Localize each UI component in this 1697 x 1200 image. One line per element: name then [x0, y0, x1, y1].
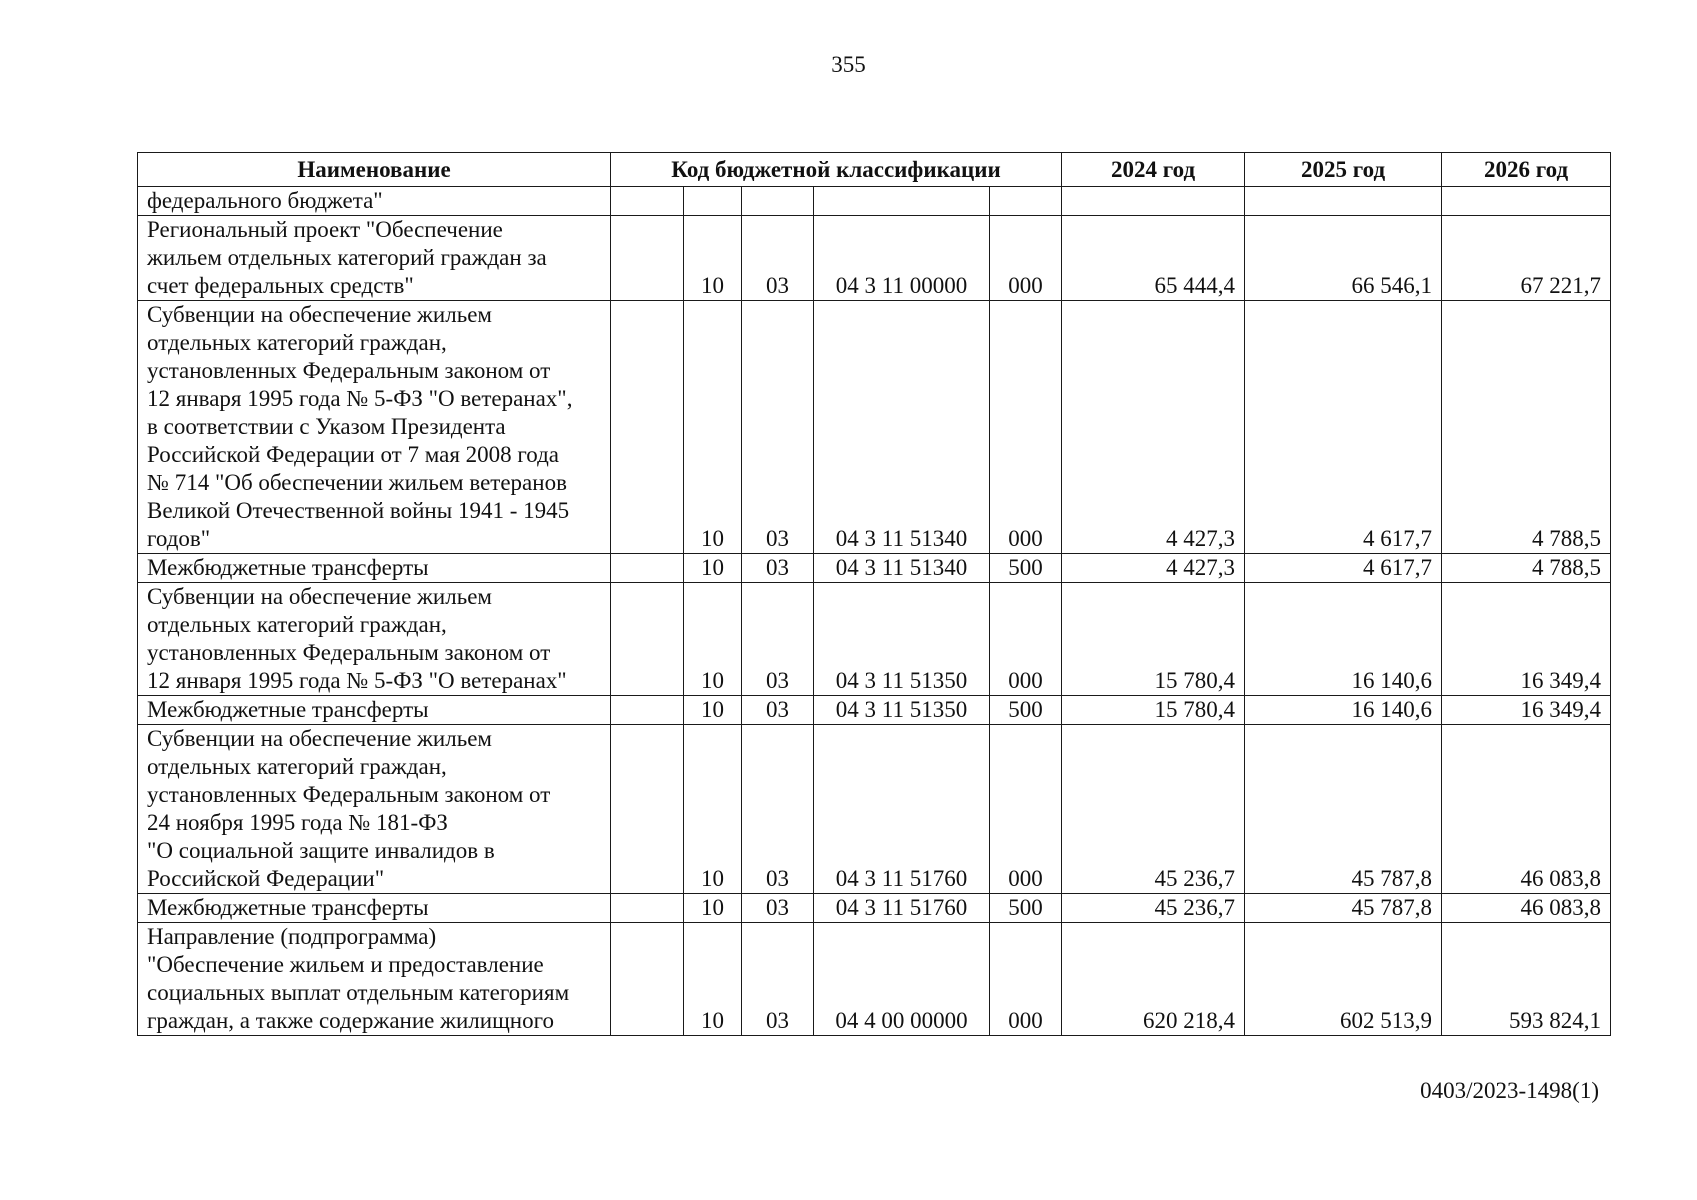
code-target-article: 04 3 11 51340 [814, 301, 990, 554]
code-section: 10 [684, 583, 742, 696]
row-name: Субвенции на обеспечение жильем отдельных категорий граждан, установленных Федеральным законом от 24 ноября 1995 года № 181-ФЗ "О социальной защите инвалидов в Российской Федерации" [138, 725, 611, 894]
table-row [138, 696, 1611, 725]
code-section: 10 [684, 696, 742, 725]
table-row [138, 923, 1611, 1036]
row-name: Субвенции на обеспечение жильем отдельных категорий граждан, установленных Федеральным законом от 12 января 1995 года № 5-ФЗ "О ветеранах" [138, 583, 611, 696]
code-section: 10 [684, 301, 742, 554]
code-subsection: 03 [742, 923, 814, 1036]
code-subsection: 03 [742, 554, 814, 583]
table-row [138, 216, 1611, 301]
page-number: 355 [831, 52, 866, 77]
value-2025: 45 787,8 [1245, 725, 1442, 894]
value-2026: 16 349,4 [1442, 583, 1611, 696]
value-2026 [1442, 187, 1611, 216]
value-2024: 4 427,3 [1062, 554, 1245, 583]
value-2025: 16 140,6 [1245, 583, 1442, 696]
value-2026: 593 824,1 [1442, 923, 1611, 1036]
value-2024: 45 236,7 [1062, 894, 1245, 923]
row-name: федерального бюджета" [138, 187, 611, 216]
code-section: 10 [684, 216, 742, 301]
value-2025: 4 617,7 [1245, 301, 1442, 554]
code-target-article: 04 3 11 51760 [814, 894, 990, 923]
value-2025: 45 787,8 [1245, 894, 1442, 923]
code-part-1 [611, 725, 684, 894]
value-2024: 4 427,3 [1062, 301, 1245, 554]
code-section: 10 [684, 725, 742, 894]
code-part-1 [611, 216, 684, 301]
code-target-article: 04 3 11 00000 [814, 216, 990, 301]
value-2024: 15 780,4 [1062, 583, 1245, 696]
code-expense-type: 500 [990, 894, 1062, 923]
value-2025: 16 140,6 [1245, 696, 1442, 725]
value-2026: 67 221,7 [1442, 216, 1611, 301]
code-expense-type: 000 [990, 583, 1062, 696]
value-2025 [1245, 187, 1442, 216]
code-subsection: 03 [742, 894, 814, 923]
budget-table [137, 152, 1611, 1036]
code-expense-type: 000 [990, 216, 1062, 301]
code-part-1 [611, 923, 684, 1036]
value-2024: 45 236,7 [1062, 725, 1245, 894]
code-subsection: 03 [742, 725, 814, 894]
code-part-1 [611, 554, 684, 583]
document-id: 0403/2023-1498(1) [1420, 1078, 1599, 1103]
code-part-1 [611, 696, 684, 725]
code-expense-type: 500 [990, 696, 1062, 725]
code-target-article [814, 187, 990, 216]
code-section: 10 [684, 554, 742, 583]
code-target-article: 04 4 00 00000 [814, 923, 990, 1036]
code-part-1 [611, 187, 684, 216]
row-name: Межбюджетные трансферты [138, 696, 611, 725]
code-section [684, 187, 742, 216]
header-name: Наименование [138, 153, 611, 187]
code-subsection: 03 [742, 301, 814, 554]
table-row [138, 187, 1611, 216]
row-name: Направление (подпрограмма) "Обеспечение жильем и предоставление социальных выплат отдельным категориям граждан, а также содержание жилищного [138, 923, 611, 1036]
header-code: Код бюджетной классификации [611, 153, 1062, 187]
code-target-article: 04 3 11 51760 [814, 725, 990, 894]
code-part-1 [611, 583, 684, 696]
code-target-article: 04 3 11 51350 [814, 583, 990, 696]
code-expense-type [990, 187, 1062, 216]
row-name: Межбюджетные трансферты [138, 554, 611, 583]
code-subsection: 03 [742, 696, 814, 725]
value-2026: 46 083,8 [1442, 894, 1611, 923]
value-2024 [1062, 187, 1245, 216]
code-part-1 [611, 894, 684, 923]
value-2025: 4 617,7 [1245, 554, 1442, 583]
code-subsection [742, 187, 814, 216]
value-2026: 16 349,4 [1442, 696, 1611, 725]
code-expense-type: 500 [990, 554, 1062, 583]
code-expense-type: 000 [990, 725, 1062, 894]
row-name: Региональный проект "Обеспечение жильем отдельных категорий граждан за счет федеральных средств" [138, 216, 611, 301]
table-row [138, 894, 1611, 923]
code-section: 10 [684, 894, 742, 923]
value-2026: 46 083,8 [1442, 725, 1611, 894]
table-row [138, 583, 1611, 696]
value-2026: 4 788,5 [1442, 554, 1611, 583]
code-target-article: 04 3 11 51350 [814, 696, 990, 725]
value-2025: 66 546,1 [1245, 216, 1442, 301]
table-header-row [138, 153, 1611, 187]
header-2026: 2026 год [1442, 153, 1611, 187]
table-row [138, 301, 1611, 554]
value-2024: 65 444,4 [1062, 216, 1245, 301]
value-2024: 15 780,4 [1062, 696, 1245, 725]
value-2024: 620 218,4 [1062, 923, 1245, 1036]
row-name: Субвенции на обеспечение жильем отдельных категорий граждан, установленных Федеральным законом от 12 января 1995 года № 5-ФЗ "О ветеранах", в соответствии с Указом Президента Российской Федерации от 7 мая 2008 года № 714 "Об обеспечении жильем ветеранов Великой Отечественной войны 1941 - 1945 годов" [138, 301, 611, 554]
value-2026: 4 788,5 [1442, 301, 1611, 554]
code-expense-type: 000 [990, 301, 1062, 554]
table-row [138, 554, 1611, 583]
code-section: 10 [684, 923, 742, 1036]
code-expense-type: 000 [990, 923, 1062, 1036]
code-part-1 [611, 301, 684, 554]
header-2024: 2024 год [1062, 153, 1245, 187]
value-2025: 602 513,9 [1245, 923, 1442, 1036]
header-2025: 2025 год [1245, 153, 1442, 187]
code-subsection: 03 [742, 216, 814, 301]
table-row [138, 725, 1611, 894]
code-subsection: 03 [742, 583, 814, 696]
code-target-article: 04 3 11 51340 [814, 554, 990, 583]
row-name: Межбюджетные трансферты [138, 894, 611, 923]
